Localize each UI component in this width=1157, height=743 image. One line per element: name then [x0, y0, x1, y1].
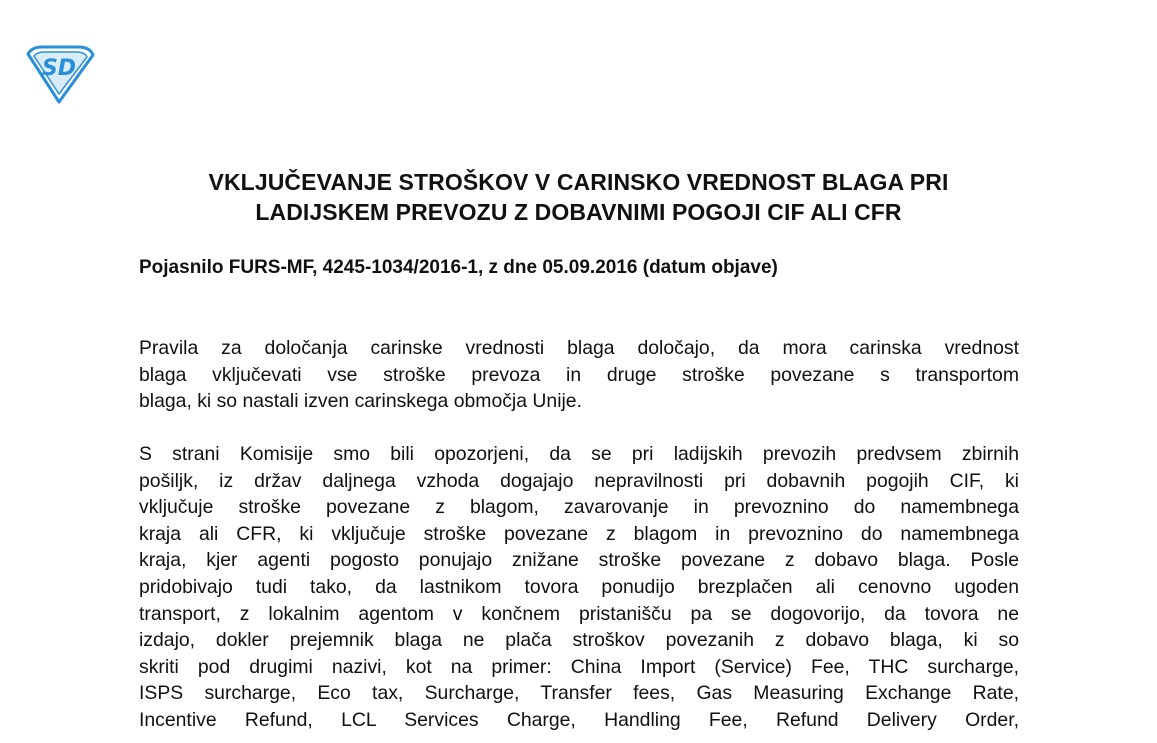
sd-logo-icon: [22, 44, 96, 104]
paragraph-line: blaga, ki so nastali izven carinskega območja Unije.: [139, 390, 582, 413]
paragraph-line: skriti pod drugimi nazivi, kot na primer: China Import (Service) Fee, THC surcharge,: [139, 655, 1019, 678]
paragraph-line: blaga vključevati vse stroške prevoza in druge stroške povezane s transportom: [139, 363, 1019, 386]
paragraph-line: izdajo, dokler prejemnik blaga ne plača stroškov povezanih z dobavo blaga, ki so: [139, 629, 1019, 652]
paragraph-line: pridobivajo tudi tako, da lastnikom tovora ponudijo brezplačen ali cenovno ugoden: [139, 575, 1019, 598]
title-line-2: LADIJSKEM PREVOZU Z DOBAVNIMI POGOJI CIF ALI CFR: [255, 199, 902, 225]
paragraph-line: S strani Komisije smo bili opozorjeni, da se pri ladijskih prevozih predvsem zbirnih: [139, 443, 1019, 465]
paragraph-line: kraja ali CFR, ki vključuje stroške povezane z blagom in prevoznino do namembnega: [139, 522, 1019, 545]
logo-letters: SD: [41, 56, 77, 81]
paragraph-line: ISPS surcharge, Eco tax, Surcharge, Transfer fees, Gas Measuring Exchange Rate,: [139, 682, 1019, 705]
paragraph-line: vključuje stroške povezane z blagom, zavarovanje in prevoznino do namembnega: [139, 496, 1019, 519]
paragraph-1: [139, 335, 1019, 415]
paragraph-line: Pravila za določanja carinske vrednosti blaga določajo, da mora carinska vrednost: [139, 337, 1019, 359]
paragraph-2: [139, 441, 1019, 734]
title-line-1: VKLJUČEVANJE STROŠKOV V CARINSKO VREDNOST BLAGA PRI: [208, 169, 949, 195]
paragraph-line: kraja, kjer agenti pogosto ponujajo znižane stroške povezane z dobavo blaga. Posle: [139, 549, 1019, 572]
document-subtitle: Pojasnilo FURS-MF, 4245-1034/2016-1, z dne 05.09.2016 (datum objave): [139, 257, 778, 278]
document-title: [120, 167, 1037, 227]
paragraph-line: pošiljk, iz držav daljnega vzhoda dogajajo nepravilnosti pri dobavnih pogojih CIF, ki: [139, 469, 1019, 492]
paragraph-line: transport, z lokalnim agentom v končnem pristanišču pa se dogovorijo, da tovora ne: [139, 602, 1019, 625]
paragraph-line: Incentive Refund, LCL Services Charge, Handling Fee, Refund Delivery Order,: [139, 708, 1019, 731]
